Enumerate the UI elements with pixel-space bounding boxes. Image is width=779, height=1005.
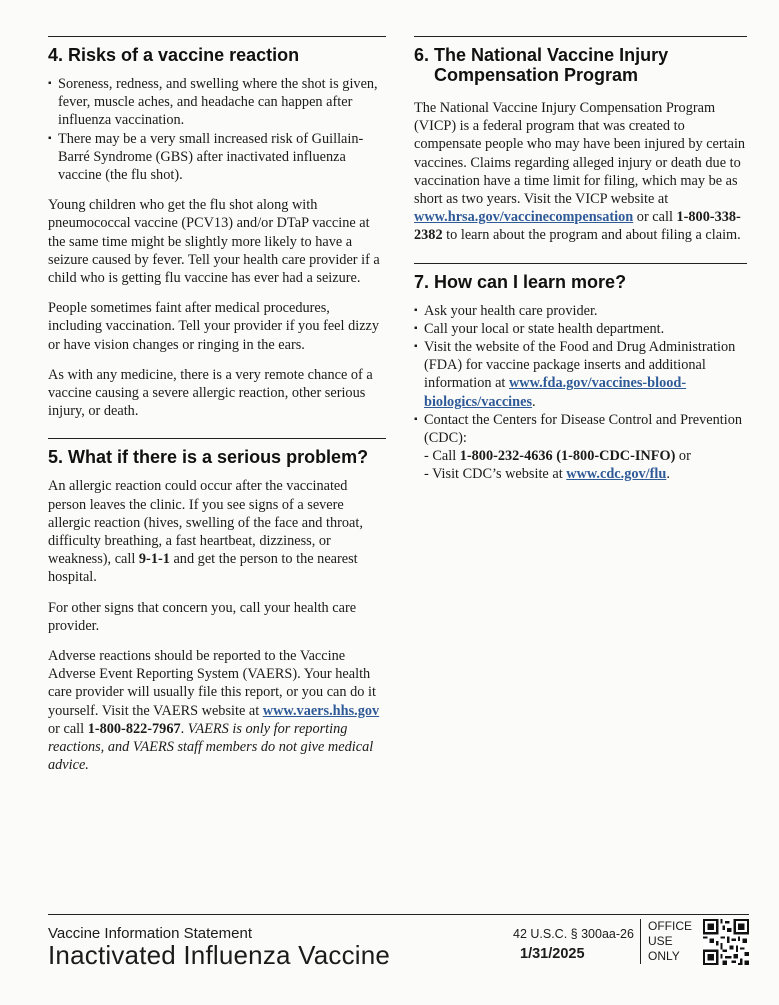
office-line: ONLY [648, 949, 680, 963]
text: and get the person to the nearest hospital. [48, 551, 358, 586]
text: Adverse reactions should be reported to the Vaccine Adverse Event Reporting System (VAERS). Your health care provider will usually file this report, or you can do it yourself. Visit the VAERS website at [48, 648, 376, 719]
list-item: ▪ Call your local or state health department. [414, 320, 747, 338]
text: or call [633, 209, 677, 226]
text: . [180, 720, 188, 737]
left-column [48, 36, 386, 787]
emergency-number: 9-1-1 [138, 551, 170, 568]
title-line: 6. The National Vaccine Injury [414, 45, 669, 65]
text: Visit the website of the Food and Drug Administration (FDA) for vaccine package inserts and additional information at [424, 339, 736, 392]
vaers-note: VAERS is only for reporting reactions, and VAERS staff members do not give medical advice. [48, 720, 374, 774]
text: The National Vaccine Injury Compensation Program (VICP) is a federal program that was created to compensate people who may have been injured by certain vaccines. Claims regarding alleged injury or death due to vaccination have a time limit for filing, which may be as short as two years. Visit the VICP website at [414, 100, 746, 208]
text: or [675, 448, 691, 465]
section-4-paragraph-seizure: Young children who get the flu shot along with pneumococcal vaccine (PCV13) and/or DTaP vaccine at the same time might be slightly more likely to have a seizure caused by fever. Tell your health care provider if a child who is getting flu vaccine has ever had a seizure. [48, 197, 380, 287]
section-4-rule [48, 36, 386, 37]
office-line: USE [648, 934, 673, 948]
section-5-paragraph-vaers [48, 647, 386, 774]
text: to learn about the program and about filing a claim. [442, 227, 741, 244]
list-item [414, 411, 747, 484]
text: An allergic reaction could occur after the vaccinated person leaves the clinic. If you see signs of a severe allergic reaction (hives, swelling of the face and throat, difficulty breathing, a fast heartbeat, dizziness, or weakness), call [48, 478, 363, 568]
section-5-title: 5. What if there is a serious problem? [48, 447, 369, 468]
footer [48, 914, 749, 974]
section-7-title: 7. How can I learn more? [414, 271, 627, 292]
section-4-bullets [48, 75, 386, 184]
section-5-paragraph-allergic [48, 477, 386, 586]
title-line: Compensation Program [434, 65, 639, 85]
list-item: ▪ Ask your health care provider. [414, 302, 747, 320]
list-item [424, 447, 747, 465]
cdc-link[interactable]: www.cdc.gov/flu [566, 466, 667, 483]
vaers-phone: 1-800-822-7967 [87, 720, 181, 737]
text: - Call [424, 448, 460, 465]
section-4-title: 4. Risks of a vaccine reaction [48, 45, 300, 65]
section-4-paragraph-allergy: As with any medicine, there is a very remote chance of a vaccine causing a severe allergic reaction, other serious injury, or death. [48, 366, 373, 420]
list-item [424, 465, 747, 483]
section-6-rule [414, 36, 747, 37]
list-item: ▪ Soreness, redness, and swelling where the shot is given, fever, muscle aches, and headache can happen after influenza vaccination. [48, 75, 386, 130]
section-7-bullets [414, 302, 747, 484]
section-6-title [414, 45, 747, 85]
vicp-phone: 1-800-338-2382 [414, 209, 741, 244]
vaers-link[interactable]: www.vaers.hhs.gov [262, 702, 380, 719]
usc-citation: 42 U.S.C. § 300aa-26 [513, 927, 634, 941]
right-column [414, 36, 747, 496]
cdc-contact-list [424, 447, 747, 483]
edition-date: 1/31/2025 [520, 946, 585, 962]
list-item [414, 338, 747, 411]
text: . [532, 393, 536, 410]
office-use-label [640, 919, 692, 964]
vicp-link[interactable]: www.hrsa.gov/vaccinecompensation [414, 209, 634, 226]
text: . [666, 466, 670, 483]
section-4-paragraph-fainting: People sometimes faint after medical procedures, including vaccination. Tell your provider if you feel dizzy or have vision changes or ringing in the ears. [48, 300, 380, 353]
section-5-paragraph-other: For other signs that concern you, call your health care provider. [48, 599, 357, 634]
fda-link[interactable]: www.fda.gov/vaccines-blood-biologics/vaccines [424, 375, 687, 410]
text: or call [48, 720, 88, 737]
office-line: OFFICE [648, 919, 692, 933]
qr-code-icon [703, 919, 749, 965]
section-7-rule [414, 263, 747, 264]
section-5-rule [48, 438, 386, 439]
text: - Visit CDC’s website at [424, 466, 567, 483]
list-item: ▪ There may be a very small increased risk of Guillain-Barré Syndrome (GBS) after inactivated influenza vaccine (the flu shot). [48, 130, 386, 185]
text: Contact the Centers for Disease Control and Prevention (CDC): [424, 411, 743, 447]
section-6-paragraph [414, 99, 747, 245]
cdc-phone: 1-800-232-4636 (1-800-CDC-INFO) [459, 448, 676, 465]
vis-label: Vaccine Information Statement [48, 925, 252, 942]
vis-title: Inactivated Influenza Vaccine [48, 940, 391, 970]
